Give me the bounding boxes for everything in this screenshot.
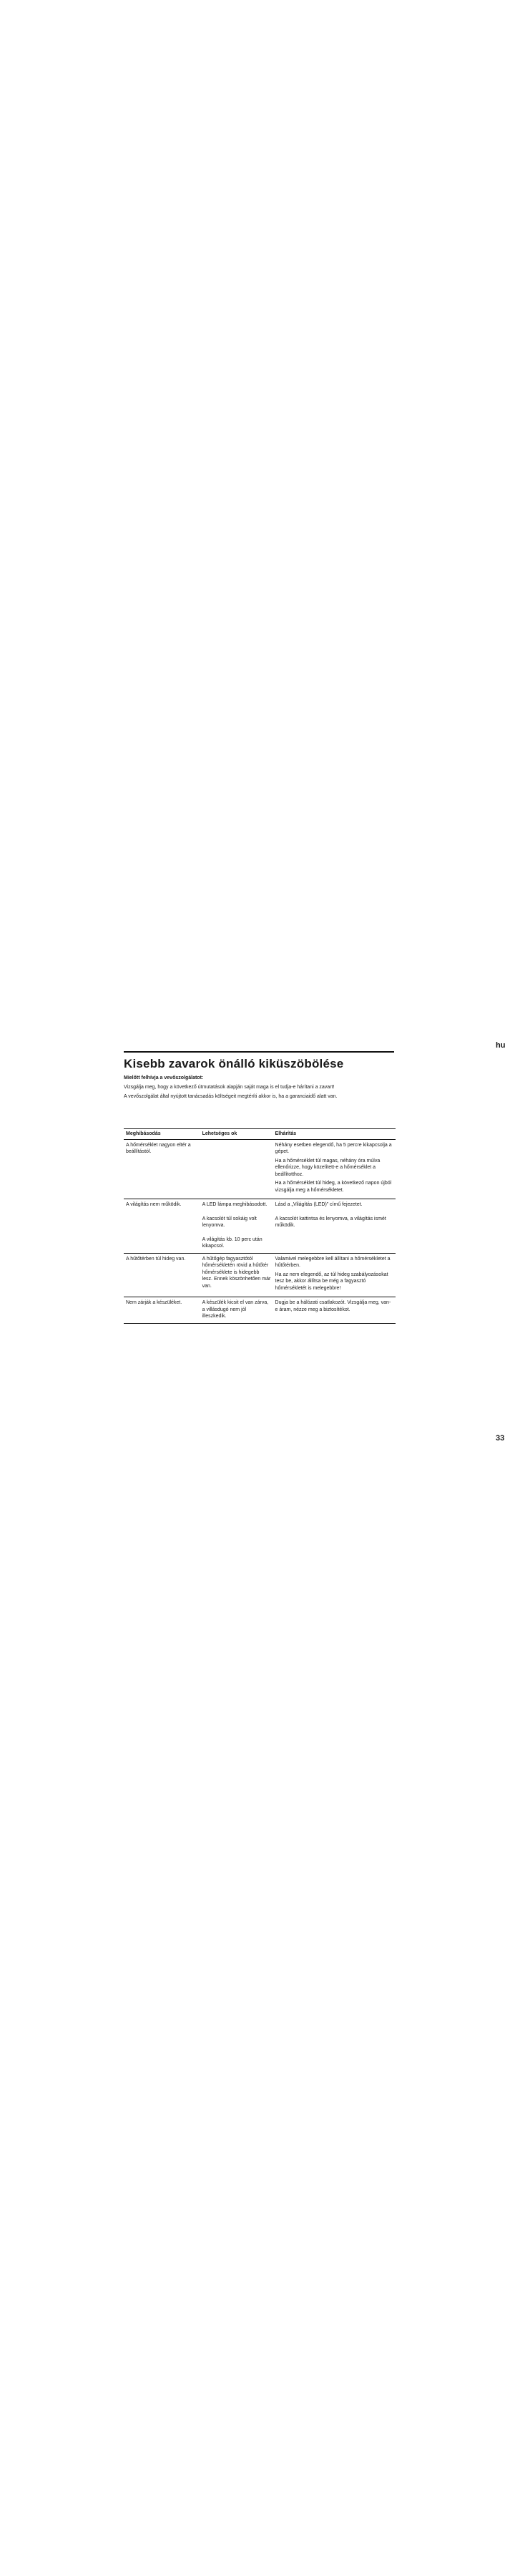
- remedy-text: Lásd a „Világítás (LED)” című fejezetet.: [275, 1202, 363, 1207]
- cause-cell: A készülék kicsit el van zárva, a villásdugó nem jól illeszkedik.: [200, 1297, 273, 1324]
- remedy-cell: [273, 1253, 396, 1297]
- fault-cell: [124, 1234, 200, 1254]
- table-row: [124, 1139, 396, 1199]
- fault-cell: A hőmérséklet nagyon eltér a beállítástól.: [126, 1142, 191, 1154]
- language-code: hu: [496, 1041, 506, 1050]
- table-row: [124, 1297, 396, 1324]
- col-header-cause: Lehetséges ok: [200, 1129, 273, 1140]
- page-number: 33: [496, 1434, 505, 1443]
- remedy-text: Valamivel melegebbre kell állítani a hőmérsékletet a hűtőtérben.: [275, 1256, 391, 1268]
- intro-line-2: Vizsgálja meg, hogy a következő útmutatások alapján saját maga is el tudja-e hárítani a zavart!: [124, 1085, 335, 1090]
- table-row: [124, 1214, 396, 1234]
- troubleshooting-table: [124, 1128, 396, 1324]
- remedy-cell: [273, 1199, 396, 1214]
- header-rule: [124, 1051, 394, 1053]
- remedy-text: Dugja be a hálózati csatlakozót. Vizsgálja meg, van-e áram, nézze meg a biztosítékot.: [275, 1300, 391, 1312]
- remedy-cell: [273, 1214, 396, 1234]
- remedy-text: Néhány esetben elegendő, ha 5 percre kikapcsolja a gépet.: [275, 1142, 392, 1154]
- cause-cell: A kacsolót túl sokáig volt lenyomva.: [202, 1216, 257, 1228]
- remedy-cell: [273, 1139, 396, 1199]
- table-header-row: [124, 1129, 396, 1140]
- fault-cell: A hűtőtérben túl hideg van.: [124, 1253, 200, 1297]
- intro-line-1: Mielőtt felhívja a vevőszolgálatot:: [124, 1075, 204, 1080]
- table-row: [124, 1234, 396, 1254]
- col-header-fault: Meghibásodás: [124, 1129, 200, 1140]
- remedy-cell: [273, 1234, 396, 1254]
- page-title: Kisebb zavarok önálló kiküszöbölése: [124, 1057, 344, 1070]
- fault-cell: [124, 1214, 200, 1234]
- table-row: [124, 1199, 396, 1214]
- table-row: [124, 1253, 396, 1297]
- cause-cell: A világítás kb. 10 perc után kikapcsol.: [202, 1236, 263, 1249]
- remedy-text: Ha a hőmérséklet túl hideg, a következő napon újból vizsgálja meg a hőmérsékletet.: [275, 1181, 392, 1193]
- intro-text: [124, 1075, 396, 1103]
- cause-cell: A LED lámpa meghibásodott.: [200, 1199, 273, 1214]
- cause-cell: [200, 1139, 273, 1199]
- fault-cell: Nem zárják a készüléket.: [124, 1297, 200, 1324]
- remedy-text: Ha a hőmérséklet túl magas, néhány óra múlva ellenőrizze, hogy közelített-e a hőmérséklet a beállítotthoz.: [275, 1158, 381, 1177]
- col-header-remedy: Elhárítás: [273, 1129, 396, 1140]
- cause-cell: A hűtőgép fagyasztótól hőmérsékletén rövid a hűtőtér hőmérséklete is hidegebb lesz. Ennek köszönhetően már van.: [200, 1253, 273, 1297]
- intro-line-3: A vevőszolgálat által nyújtott tanácsadás költségeit megtéríti akkor is, ha a garanciaidő alatt van.: [124, 1094, 338, 1099]
- remedy-cell: [273, 1297, 396, 1324]
- fault-cell: A világítás nem működik.: [124, 1199, 200, 1214]
- remedy-text: A kacsolót kattintsa és lenyomva, a világítás ismét működik.: [275, 1216, 386, 1228]
- remedy-text: Ha az nem elegendő, az túl hideg szabályozásokat tesz be, akkor állítsa be még a fagyasztó hőmérsékletét is melegebbre!: [275, 1272, 388, 1291]
